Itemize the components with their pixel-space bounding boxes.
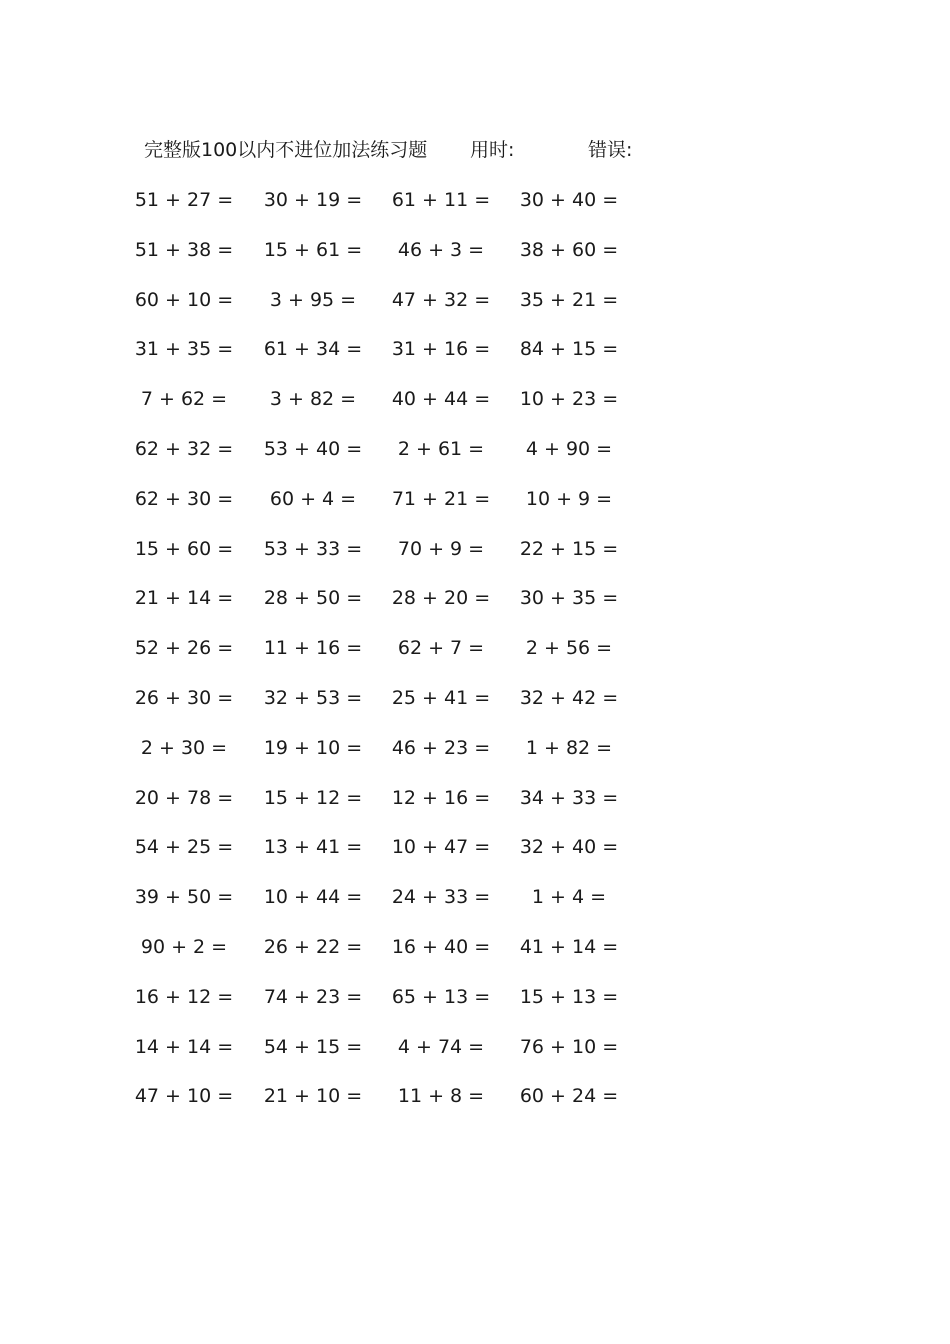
problem-r6-c2: 53 + 40 =: [263, 438, 363, 460]
problem-r1-c4: 30 + 40 =: [519, 189, 619, 211]
problem-r8-c1: 15 + 60 =: [134, 538, 234, 560]
problem-r15-c3: 24 + 33 =: [391, 886, 491, 908]
problem-r7-c1: 62 + 30 =: [134, 488, 234, 510]
problem-r11-c3: 25 + 41 =: [391, 687, 491, 709]
problem-r1-c1: 51 + 27 =: [134, 189, 234, 211]
problem-r4-c2: 61 + 34 =: [263, 338, 363, 360]
problem-r19-c2: 21 + 10 =: [263, 1085, 363, 1107]
problem-r16-c4: 41 + 14 =: [519, 936, 619, 958]
problem-r15-c4: 1 + 4 =: [531, 886, 607, 908]
problem-r7-c4: 10 + 9 =: [525, 488, 613, 510]
problem-r15-c1: 39 + 50 =: [134, 886, 234, 908]
problem-r2-c1: 51 + 38 =: [134, 239, 234, 261]
problem-r7-c2: 60 + 4 =: [269, 488, 357, 510]
problem-r9-c1: 21 + 14 =: [134, 587, 234, 609]
problem-r11-c2: 32 + 53 =: [263, 687, 363, 709]
problem-r2-c4: 38 + 60 =: [519, 239, 619, 261]
problem-r3-c3: 47 + 32 =: [391, 289, 491, 311]
problem-r6-c1: 62 + 32 =: [134, 438, 234, 460]
problem-r1-c3: 61 + 11 =: [391, 189, 491, 211]
problem-r9-c3: 28 + 20 =: [391, 587, 491, 609]
errors-label: 错误:: [588, 139, 633, 161]
problem-r16-c3: 16 + 40 =: [391, 936, 491, 958]
problem-r16-c2: 26 + 22 =: [263, 936, 363, 958]
problem-r14-c1: 54 + 25 =: [134, 836, 234, 858]
problem-r13-c2: 15 + 12 =: [263, 787, 363, 809]
problem-r13-c4: 34 + 33 =: [519, 787, 619, 809]
problem-r19-c1: 47 + 10 =: [134, 1085, 234, 1107]
problem-r17-c4: 15 + 13 =: [519, 986, 619, 1008]
problem-r7-c3: 71 + 21 =: [391, 488, 491, 510]
problem-r10-c4: 2 + 56 =: [525, 637, 613, 659]
problem-r2-c2: 15 + 61 =: [263, 239, 363, 261]
problem-r15-c2: 10 + 44 =: [263, 886, 363, 908]
problem-r10-c2: 11 + 16 =: [263, 637, 363, 659]
problem-r19-c3: 11 + 8 =: [397, 1085, 485, 1107]
problem-r6-c4: 4 + 90 =: [525, 438, 613, 460]
problem-r11-c1: 26 + 30 =: [134, 687, 234, 709]
problem-r17-c1: 16 + 12 =: [134, 986, 234, 1008]
problem-r14-c4: 32 + 40 =: [519, 836, 619, 858]
problem-r12-c4: 1 + 82 =: [525, 737, 613, 759]
problem-r11-c4: 32 + 42 =: [519, 687, 619, 709]
problem-r6-c3: 2 + 61 =: [397, 438, 485, 460]
problem-r12-c1: 2 + 30 =: [140, 737, 228, 759]
problem-r5-c1: 7 + 62 =: [140, 388, 228, 410]
time-label: 用时:: [470, 139, 515, 161]
problem-r19-c4: 60 + 24 =: [519, 1085, 619, 1107]
problem-r5-c4: 10 + 23 =: [519, 388, 619, 410]
problem-r13-c1: 20 + 78 =: [134, 787, 234, 809]
problem-r17-c3: 65 + 13 =: [391, 986, 491, 1008]
problem-r3-c1: 60 + 10 =: [134, 289, 234, 311]
problem-r9-c2: 28 + 50 =: [263, 587, 363, 609]
problem-r4-c3: 31 + 16 =: [391, 338, 491, 360]
problem-r8-c3: 70 + 9 =: [397, 538, 485, 560]
problem-r12-c3: 46 + 23 =: [391, 737, 491, 759]
problem-r4-c4: 84 + 15 =: [519, 338, 619, 360]
problem-r8-c2: 53 + 33 =: [263, 538, 363, 560]
problem-r5-c3: 40 + 44 =: [391, 388, 491, 410]
problem-r14-c3: 10 + 47 =: [391, 836, 491, 858]
problem-r3-c4: 35 + 21 =: [519, 289, 619, 311]
problem-r12-c2: 19 + 10 =: [263, 737, 363, 759]
problem-r13-c3: 12 + 16 =: [391, 787, 491, 809]
problem-r18-c2: 54 + 15 =: [263, 1036, 363, 1058]
problem-r8-c4: 22 + 15 =: [519, 538, 619, 560]
problem-r18-c3: 4 + 74 =: [397, 1036, 485, 1058]
problem-r17-c2: 74 + 23 =: [263, 986, 363, 1008]
problem-r5-c2: 3 + 82 =: [269, 388, 357, 410]
problem-r9-c4: 30 + 35 =: [519, 587, 619, 609]
problem-r3-c2: 3 + 95 =: [269, 289, 357, 311]
problem-r18-c4: 76 + 10 =: [519, 1036, 619, 1058]
problem-r16-c1: 90 + 2 =: [140, 936, 228, 958]
problem-r18-c1: 14 + 14 =: [134, 1036, 234, 1058]
problem-r10-c3: 62 + 7 =: [397, 637, 485, 659]
problem-r1-c2: 30 + 19 =: [263, 189, 363, 211]
problem-r2-c3: 46 + 3 =: [397, 239, 485, 261]
worksheet-title: 完整版100以内不进位加法练习题: [144, 139, 428, 161]
problem-r4-c1: 31 + 35 =: [134, 338, 234, 360]
problem-r14-c2: 13 + 41 =: [263, 836, 363, 858]
problem-r10-c1: 52 + 26 =: [134, 637, 234, 659]
